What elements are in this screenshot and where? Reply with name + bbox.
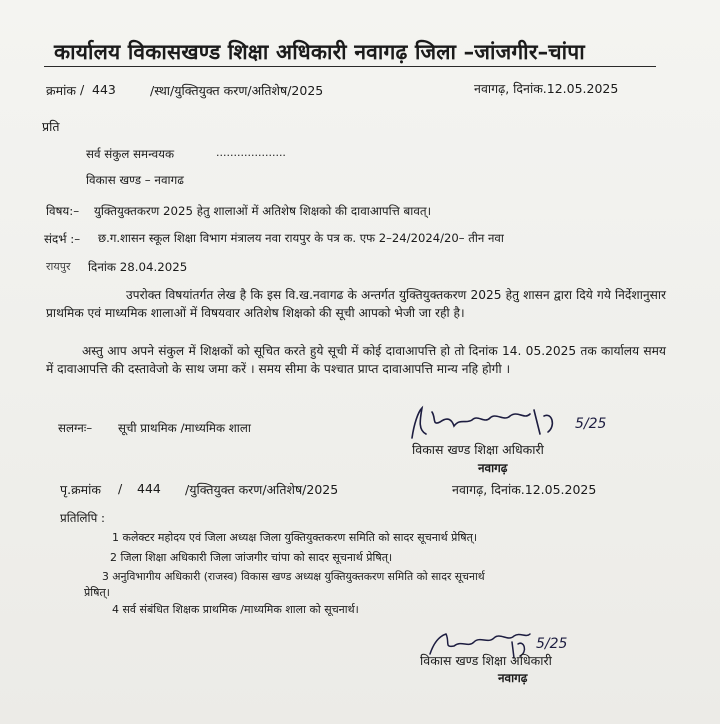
body-paragraph-2-text: अस्तु आप अपने संकुल में शिक्षकों को सूचित करते हुये सूची में कोई दावाआपत्ति हो तो दिनांक 14. 05.2025 तक कार्यालय समय में दावाआपत्ति की दस्तावेजो के साथ जमा करें । समय सीमा के पश्चात प्राप्त दावाआपत्ति मान्य नहि होगी । bbox=[46, 344, 666, 376]
enclosure-text: सूची प्राथमिक /माध्यमिक शाला bbox=[118, 421, 251, 435]
prishth-kramank-subject: /युक्तियुक्त करण/अतिशेष/2025 bbox=[185, 482, 339, 497]
reference-label: संदर्भ :– bbox=[44, 232, 81, 246]
prishth-kramank-number: 444 bbox=[137, 481, 161, 496]
signature-1-handwriting bbox=[392, 404, 592, 444]
enclosure-label: सलग्नः– bbox=[58, 421, 93, 435]
signature-2-place: नवागढ़ bbox=[498, 671, 528, 685]
header-underline bbox=[44, 66, 656, 67]
reference-line-1: छ.ग.शासन स्कूल शिक्षा विभाग मंत्रालय नवा रायपुर के पत्र क. एफ 2–24/2024/20– तीन नवा bbox=[98, 231, 504, 245]
kramank-label: क्रमांक bbox=[46, 83, 76, 98]
reference-date: दिनांक 28.04.2025 bbox=[88, 260, 188, 274]
signature-1-handwritten-date: 5/25 bbox=[575, 416, 607, 432]
copy-item-3: 3 अनुविभागीय अधिकारी (राजस्व) विकास खण्ड अध्यक्ष युक्तियुक्तकरण समिति को सादर सूचनार्थ bbox=[102, 570, 485, 583]
reference-place: रायपुर bbox=[46, 260, 71, 273]
prishth-kramank-slash: / bbox=[118, 481, 123, 496]
signature-2-handwritten-date: 5/25 bbox=[536, 636, 568, 652]
kramank-number: 443 bbox=[92, 82, 116, 97]
signature-2-title: विकास खण्ड शिक्षा अधिकारी bbox=[420, 653, 552, 668]
copy-item-4: 4 सर्व संबंधित शिक्षक प्राथमिक /माध्यमिक शाला को सूचनार्थ। bbox=[112, 603, 359, 616]
subject-label: विषय:– bbox=[46, 204, 80, 218]
kramank-slash: / bbox=[80, 82, 85, 97]
recipient-dots: .................... bbox=[216, 146, 286, 159]
recipient-line-1: सर्व संकुल समन्वयक bbox=[86, 147, 175, 161]
copy-item-3-cont: प्रेषित्। bbox=[84, 586, 110, 599]
body-paragraph-1-text: उपरोक्त विषयांतर्गत लेख है कि इस वि.ख.नवागढ के अन्तर्गत युक्तियुक्तकरण 2025 हेतु शासन द्वारा दिये गये निर्देशानुसार प्राथमिक एवं माध्यमिक शालाओं में विषयवार अतिशेष शिक्षको की सूची आपको भेजी जा रही है। bbox=[46, 288, 666, 320]
prati-label: प्रति bbox=[42, 119, 60, 134]
copy-item-2: 2 जिला शिक्षा अधिकारी जिला जांजगीर चांपा को सादर सूचनार्थ प्रेषित्। bbox=[110, 551, 393, 564]
office-header: कार्यालय विकासखण्ड शिक्षा अधिकारी नवागढ़ जिला –जांजगीर–चांपा bbox=[54, 40, 585, 64]
signature-1-place: नवागढ़ bbox=[478, 461, 508, 475]
prishth-place-date: नवागढ़, दिनांक.12.05.2025 bbox=[452, 482, 597, 497]
prishth-kramank-label: पृ.क्रमांक bbox=[60, 482, 101, 497]
copy-item-1: 1 कलेक्टर महोदय एवं जिला अध्यक्ष जिला युक्तियुक्तकरण समिति को सादर सूचनार्थ प्रेषित्। bbox=[112, 531, 478, 544]
body-paragraph-1 bbox=[46, 286, 666, 322]
signature-1-title: विकास खण्ड शिक्षा अधिकारी bbox=[412, 442, 544, 457]
issue-place-date: नवागढ़, दिनांक.12.05.2025 bbox=[474, 81, 619, 96]
subject-text: युक्तियुक्तकरण 2025 हेतु शालाओं में अतिशेष शिक्षको की दावाआपत्ति बावत्। bbox=[94, 204, 432, 218]
recipient-line-2: विकास खण्ड – नवागढ bbox=[86, 173, 184, 187]
body-paragraph-2 bbox=[46, 342, 666, 378]
kramank-subject: /स्था/युक्तियुक्त करण/अतिशेष/2025 bbox=[150, 83, 324, 98]
copy-label: प्रतिलिपि : bbox=[60, 511, 106, 525]
